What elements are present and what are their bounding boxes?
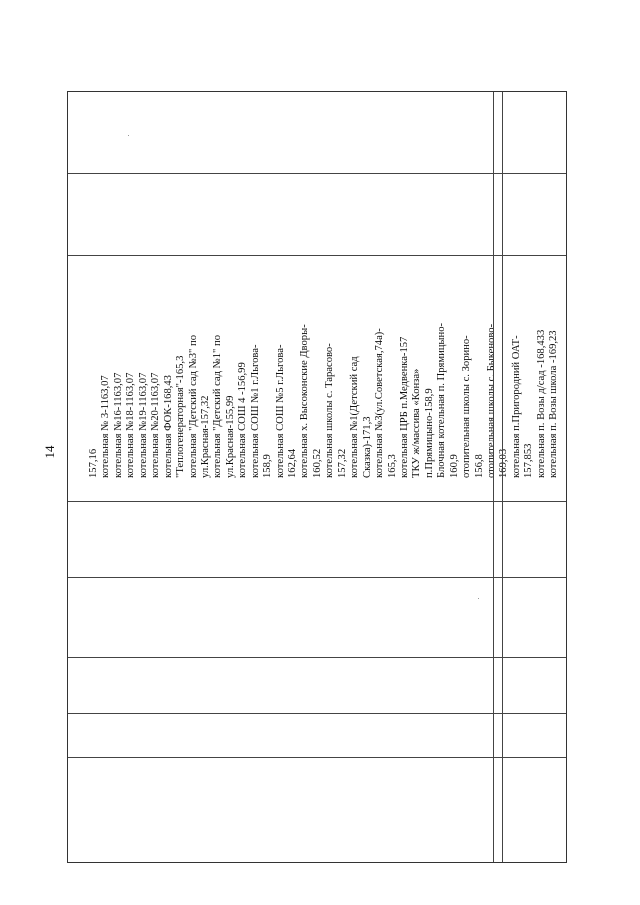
cell-line: ул.Красная-155,99 [224,395,236,478]
cell-line: котельная №18-1163,07 [125,372,137,478]
cell-line: 157,16 [88,448,99,478]
cell-line: 158,9 [262,454,274,478]
cell-line: ТКУ ж/массива «Конза» [411,368,423,478]
cell-line: котельная №1(Детский сад [349,356,361,478]
cell-line: отопительная школы с. Зорино- [461,335,473,478]
cell-line: котельная СОШ №5 г.Льгова- [274,344,286,478]
table-row [68,502,566,578]
cell-line: 169,03 [498,448,510,478]
table-row [68,256,566,502]
cell-line: 160,9 [448,454,460,478]
cell-line: котельная №3(ул.Советская,74а)- [374,328,386,478]
cell-line: котельная СОШ 4 -156,99 [237,362,249,478]
page-number: 14 [42,445,57,459]
cell-line: котельная п. Возы д/сад -168,433 [535,329,547,478]
cell-line: 156,8 [473,454,485,478]
table-row [68,658,566,714]
table-row [68,92,566,174]
boiler-list-cell [88,252,561,478]
cell-line: 157,32 [336,448,348,478]
cell-line: 160,52 [311,448,323,478]
cell-line: Сказка)-171,3 [361,416,373,478]
cell-line: котельная "Детский сад №3" по [187,335,199,478]
cell-line: котельная ФОК-168,43 [162,375,174,478]
data-table [67,91,567,863]
cell-line: котельная №20-1163,07 [150,372,162,478]
table-row [68,578,566,658]
table-row [68,758,566,862]
cell-line: п.Прямицыно-158,9 [423,388,435,478]
cell-line: 165,3 [386,454,398,478]
cell-line: котельная школы с. Тарасово- [324,343,336,478]
cell-line: котельная "Детский сад №1" по [212,335,224,478]
cell-line: котельная п.Пригородний ОАТ- [510,335,522,478]
scan-speck [128,135,129,136]
cell-line: 162,64 [287,448,298,478]
column-divider [493,92,494,862]
cell-line: ул.Красная-157,32 [199,395,211,478]
cell-line: 157,853 [523,443,535,478]
scan-speck [478,598,479,599]
cell-line: котельная № 3-1163,07 [100,375,112,478]
cell-line: котельная п. Возы школа -169,23 [548,330,560,478]
cell-line: котельная №19-1163,07 [137,372,149,478]
cell-line: котельная х. Высоконские Дворы- [299,324,311,478]
cell-line: "Теплогенераторная"-165,3 [175,355,187,478]
cell-line: отопительная школы с. Быкеново- [486,323,497,478]
cell-line: котельная ЦРБ п.Медвенка-157 [398,336,410,478]
column-divider [502,92,503,862]
cell-line: Блочная котельная п. Прямицыно- [436,322,448,478]
cell-line: котельная СОШ №1 г.Льгова- [249,344,261,478]
table-row [68,714,566,758]
cell-line: котельная №16-1163,07 [112,372,124,478]
table-row [68,174,566,256]
